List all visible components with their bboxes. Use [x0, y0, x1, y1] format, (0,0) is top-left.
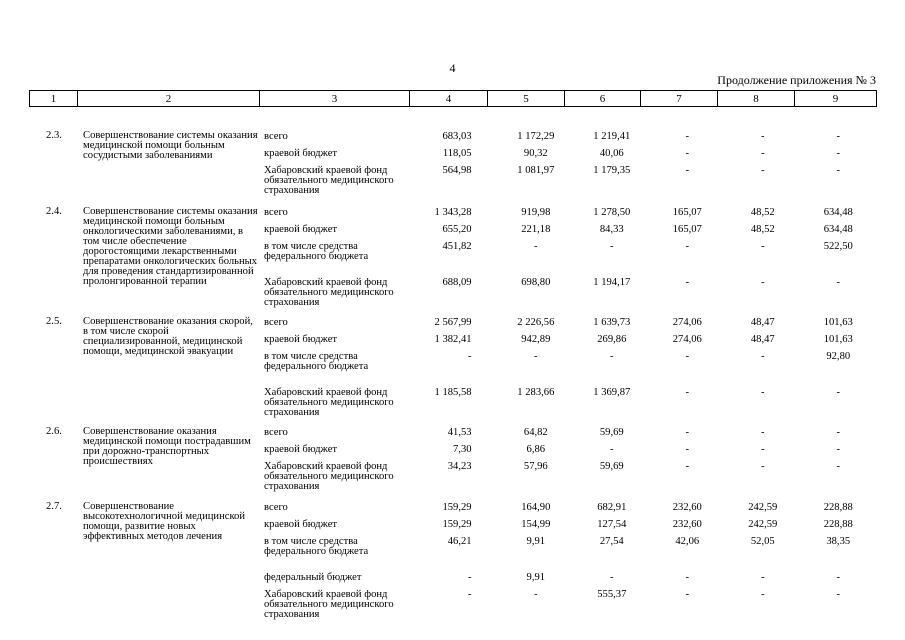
value-cell: - [534, 351, 538, 362]
page-number: 4 [449, 61, 456, 75]
funding-source-label: краевой бюджет [264, 444, 338, 455]
column-header: 3 [260, 91, 410, 107]
value-cell: - [685, 461, 690, 472]
value-cell: 159,29 [442, 502, 472, 513]
table-row [264, 444, 876, 461]
value-cell: 2 226,56 [517, 317, 555, 328]
value-cell: 232,60 [672, 502, 702, 513]
value-cell: - [685, 427, 690, 438]
value-cell: 46,21 [447, 536, 472, 547]
table-item [29, 427, 876, 497]
value-cell: - [685, 277, 690, 288]
value-cell: 1 369,87 [593, 387, 631, 398]
value-cell: 555,37 [597, 589, 627, 600]
value-cell: - [761, 351, 765, 362]
value-cell: 101,63 [823, 334, 853, 345]
funding-source-label: Хабаровский краевой фонд обязательного медицинского страхования [264, 165, 394, 196]
value-cell: 48,47 [750, 317, 775, 328]
value-cell: - [836, 165, 841, 176]
item-number: 2.4. [46, 206, 62, 217]
value-cell: 634,48 [823, 207, 853, 218]
funding-source-label: краевой бюджет [264, 148, 338, 159]
item-number: 2.5. [46, 316, 62, 327]
table-row [264, 519, 876, 536]
funding-source-label: в том числе средства федерального бюджета [264, 351, 369, 372]
value-cell: 564,98 [442, 165, 472, 176]
value-cell: - [685, 165, 690, 176]
value-cell: 1 081,97 [517, 165, 555, 176]
table-row [264, 165, 876, 201]
value-cell: 634,48 [823, 224, 853, 235]
column-header: 2 [78, 91, 260, 107]
value-cell: 1 194,17 [593, 277, 631, 288]
value-cell: - [761, 589, 765, 600]
table-item [29, 502, 876, 625]
value-cell: 7,30 [453, 444, 472, 455]
value-cell: 101,63 [823, 317, 853, 328]
value-cell: 159,29 [442, 519, 472, 530]
value-cell: - [610, 572, 614, 583]
value-cell: 41,53 [447, 427, 472, 438]
value-cell: - [761, 572, 765, 583]
value-cell: - [836, 427, 841, 438]
value-cell: - [610, 241, 614, 252]
value-cell: - [761, 241, 765, 252]
value-cell: 1 343,28 [434, 207, 472, 218]
funding-source-label: краевой бюджет [264, 334, 338, 345]
value-cell: 48,47 [750, 334, 775, 345]
value-cell: 688,09 [442, 277, 472, 288]
value-cell: 164,90 [521, 502, 551, 513]
table-body [29, 131, 876, 625]
value-cell: 228,88 [823, 519, 853, 530]
column-header: 6 [565, 91, 641, 107]
value-cell: 92,80 [826, 351, 851, 362]
funding-source-label: в том числе средства федерального бюджета [264, 241, 369, 262]
table-row [264, 351, 876, 387]
column-header: 8 [718, 91, 795, 107]
value-cell: 48,52 [750, 224, 775, 235]
value-cell: 52,05 [750, 536, 775, 547]
value-cell: - [685, 241, 690, 252]
value-cell: - [836, 444, 841, 455]
table-row [264, 148, 876, 165]
item-number: 2.7. [46, 501, 62, 512]
column-header: 5 [488, 91, 565, 107]
table-row [264, 277, 876, 313]
value-cell: - [836, 387, 841, 398]
value-cell: 522,50 [823, 241, 853, 252]
column-header-row [29, 90, 877, 107]
value-cell: 40,06 [599, 148, 624, 159]
table-item [29, 207, 876, 313]
value-cell: 38,35 [826, 536, 851, 547]
column-header: 9 [795, 91, 877, 107]
funding-source-label: всего [264, 427, 288, 438]
value-cell: - [685, 131, 690, 142]
value-cell: - [685, 444, 690, 455]
value-cell: 165,07 [672, 224, 702, 235]
value-cell: 90,32 [523, 148, 548, 159]
column-header: 1 [30, 91, 78, 107]
value-cell: 1 639,73 [593, 317, 631, 328]
table-row [264, 536, 876, 572]
value-cell: - [610, 351, 614, 362]
value-cell: - [761, 165, 765, 176]
value-cell: 2 567,99 [434, 317, 472, 328]
value-cell: - [534, 241, 538, 252]
value-cell: 127,54 [597, 519, 627, 530]
table-row [264, 461, 876, 497]
value-cell: - [761, 444, 765, 455]
value-cell: 9,91 [526, 536, 546, 547]
funding-source-label: Хабаровский краевой фонд обязательного медицинского страхования [264, 589, 394, 620]
funding-source-label: всего [264, 502, 288, 513]
item-number: 2.3. [46, 130, 62, 141]
table-item [29, 317, 876, 423]
item-description: Совершенствование системы оказания медицинской помощи больным онкологическими заболеваниями, в том числе обеспечение дорогостоящими лекарственными препаратами онкологических больных для проведения стандартизированной пролонгированной терапии [83, 206, 258, 287]
value-cell: 59,69 [599, 461, 624, 472]
table-row [264, 427, 876, 444]
value-cell: - [468, 572, 472, 583]
value-cell: 269,86 [597, 334, 627, 345]
value-cell: 42,06 [675, 536, 700, 547]
value-cell: - [685, 351, 690, 362]
funding-source-label: краевой бюджет [264, 224, 338, 235]
value-cell: 57,96 [523, 461, 548, 472]
value-cell: 84,33 [599, 224, 624, 235]
funding-source-label: всего [264, 317, 288, 328]
value-cell: 1 278,50 [593, 207, 631, 218]
value-cell: - [761, 148, 765, 159]
table-row [264, 131, 876, 148]
value-cell: - [761, 461, 765, 472]
value-cell: 64,82 [523, 427, 548, 438]
value-cell: 1 219,41 [593, 131, 631, 142]
funding-source-label: всего [264, 207, 288, 218]
value-cell: - [761, 427, 765, 438]
value-cell: 451,82 [442, 241, 472, 252]
value-cell: - [685, 572, 690, 583]
funding-source-label: краевой бюджет [264, 519, 338, 530]
value-cell: 221,18 [521, 224, 551, 235]
item-description: Совершенствование высокотехнологичной медицинской помощи, развитие новых эффективных методов лечения [83, 501, 246, 542]
value-cell: 59,69 [599, 427, 624, 438]
value-cell: 48,52 [750, 207, 775, 218]
table-row [264, 207, 876, 224]
value-cell: - [685, 387, 690, 398]
value-cell: 27,54 [599, 536, 624, 547]
funding-source-label: всего [264, 131, 288, 142]
value-cell: - [761, 131, 765, 142]
value-cell: 165,07 [672, 207, 702, 218]
table-row [264, 502, 876, 519]
table-row [264, 241, 876, 277]
table-row [264, 572, 876, 589]
value-cell: 232,60 [672, 519, 702, 530]
value-cell: 6,86 [526, 444, 546, 455]
table-row [264, 317, 876, 334]
table-item [29, 131, 876, 201]
value-cell: 118,05 [442, 148, 472, 159]
funding-source-label: Хабаровский краевой фонд обязательного медицинского страхования [264, 461, 394, 492]
funding-source-label: в том числе средства федерального бюджета [264, 536, 369, 557]
value-cell: - [610, 444, 614, 455]
value-cell: 228,88 [823, 502, 853, 513]
value-cell: 242,59 [748, 519, 778, 530]
value-cell: - [836, 131, 841, 142]
value-cell: - [468, 351, 472, 362]
value-cell: 1 179,35 [593, 165, 631, 176]
value-cell: 154,99 [521, 519, 551, 530]
value-cell: 9,91 [526, 572, 546, 583]
funding-source-label: Хабаровский краевой фонд обязательного медицинского страхования [264, 277, 394, 308]
value-cell: - [836, 572, 841, 583]
value-cell: - [836, 148, 841, 159]
funding-source-label: Хабаровский краевой фонд обязательного медицинского страхования [264, 387, 394, 418]
value-cell: 274,06 [672, 317, 702, 328]
funding-source-label: федеральный бюджет [264, 572, 362, 583]
table-row [264, 334, 876, 351]
item-description: Совершенствование оказания скорой, в том числе скорой специализированной, медицинской помощи, медицинской эвакуации [83, 316, 253, 357]
value-cell: 34,23 [447, 461, 472, 472]
value-cell: 1 382,41 [434, 334, 472, 345]
item-description: Совершенствование системы оказания медицинской помощи больным сосудистыми заболеваниями [83, 130, 258, 161]
table-row [264, 589, 876, 625]
value-cell: 942,89 [521, 334, 551, 345]
item-number: 2.6. [46, 426, 62, 437]
value-cell: 274,06 [672, 334, 702, 345]
item-description: Совершенствование оказания медицинской помощи пострадавшим при дорожно-транспортных происшествиях [83, 426, 251, 467]
value-cell: 682,91 [597, 502, 627, 513]
value-cell: - [685, 589, 690, 600]
value-cell: - [761, 277, 765, 288]
value-cell: - [534, 589, 538, 600]
value-cell: 919,98 [521, 207, 551, 218]
value-cell: - [836, 461, 841, 472]
table-row [264, 387, 876, 423]
value-cell: 1 172,29 [517, 131, 555, 142]
value-cell: 242,59 [748, 502, 778, 513]
column-header: 7 [641, 91, 718, 107]
value-cell: - [836, 277, 841, 288]
value-cell: 1 283,66 [517, 387, 555, 398]
value-cell: - [685, 148, 690, 159]
column-header: 4 [410, 91, 488, 107]
value-cell: - [836, 589, 841, 600]
value-cell: 655,20 [442, 224, 472, 235]
value-cell: - [761, 387, 765, 398]
value-cell: 698,80 [521, 277, 551, 288]
value-cell: 1 185,58 [434, 387, 472, 398]
value-cell: - [468, 589, 472, 600]
value-cell: 683,03 [442, 131, 472, 142]
continuation-note: Продолжение приложения № 3 [717, 73, 876, 87]
table-row [264, 224, 876, 241]
